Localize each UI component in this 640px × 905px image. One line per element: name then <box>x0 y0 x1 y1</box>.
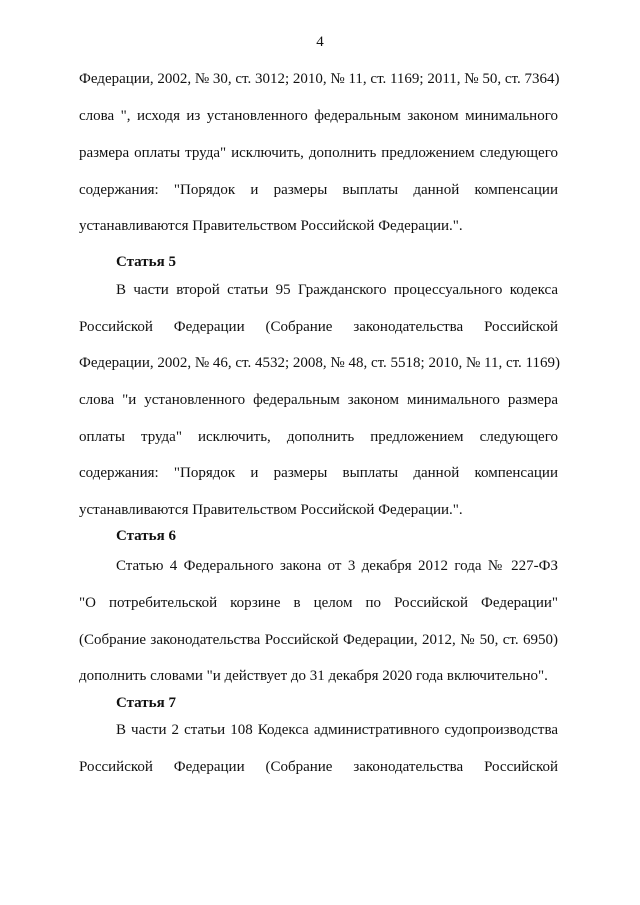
text-line: "О потребительской корзине в целом по Российской Федерации" <box>79 595 558 611</box>
text-line: дополнить словами "и действует до 31 декабря 2020 года включительно". <box>79 668 548 684</box>
article-heading: Статья 5 <box>116 254 176 270</box>
article-heading: Статья 6 <box>116 528 176 544</box>
text-line: размера оплаты труда" исключить, дополнить предложением следующего <box>79 145 558 161</box>
page-number: 4 <box>316 34 324 50</box>
text-line: В части 2 статьи 108 Кодекса административного судопроизводства <box>116 722 558 738</box>
text-line: Российской Федерации (Собрание законодательства Российской <box>79 759 558 775</box>
text-line: содержания: "Порядок и размеры выплаты данной компенсации <box>79 182 558 198</box>
text-line: Федерации, 2002, № 46, ст. 4532; 2008, № 48, ст. 5518; 2010, № 11, ст. 1169) <box>79 355 560 371</box>
text-line: (Собрание законодательства Российской Федерации, 2012, № 50, ст. 6950) <box>79 632 558 648</box>
text-line: слова "и установленного федеральным законом минимального размера <box>79 392 558 408</box>
text-line: Статью 4 Федерального закона от 3 декабря 2012 года № 227-ФЗ <box>116 558 558 574</box>
text-line: Российской Федерации (Собрание законодательства Российской <box>79 319 558 335</box>
text-line: оплаты труда" исключить, дополнить предложением следующего <box>79 429 558 445</box>
text-line: В части второй статьи 95 Гражданского процессуального кодекса <box>116 282 558 298</box>
article-heading: Статья 7 <box>116 695 176 711</box>
text-line: Федерации, 2002, № 30, ст. 3012; 2010, № 11, ст. 1169; 2011, № 50, ст. 7364) <box>79 71 560 87</box>
text-line: содержания: "Порядок и размеры выплаты данной компенсации <box>79 465 558 481</box>
text-line: слова ", исходя из установленного федеральным законом минимального <box>79 108 558 124</box>
text-line: устанавливаются Правительством Российской Федерации.". <box>79 218 463 234</box>
text-line: устанавливаются Правительством Российской Федерации.". <box>79 502 463 518</box>
